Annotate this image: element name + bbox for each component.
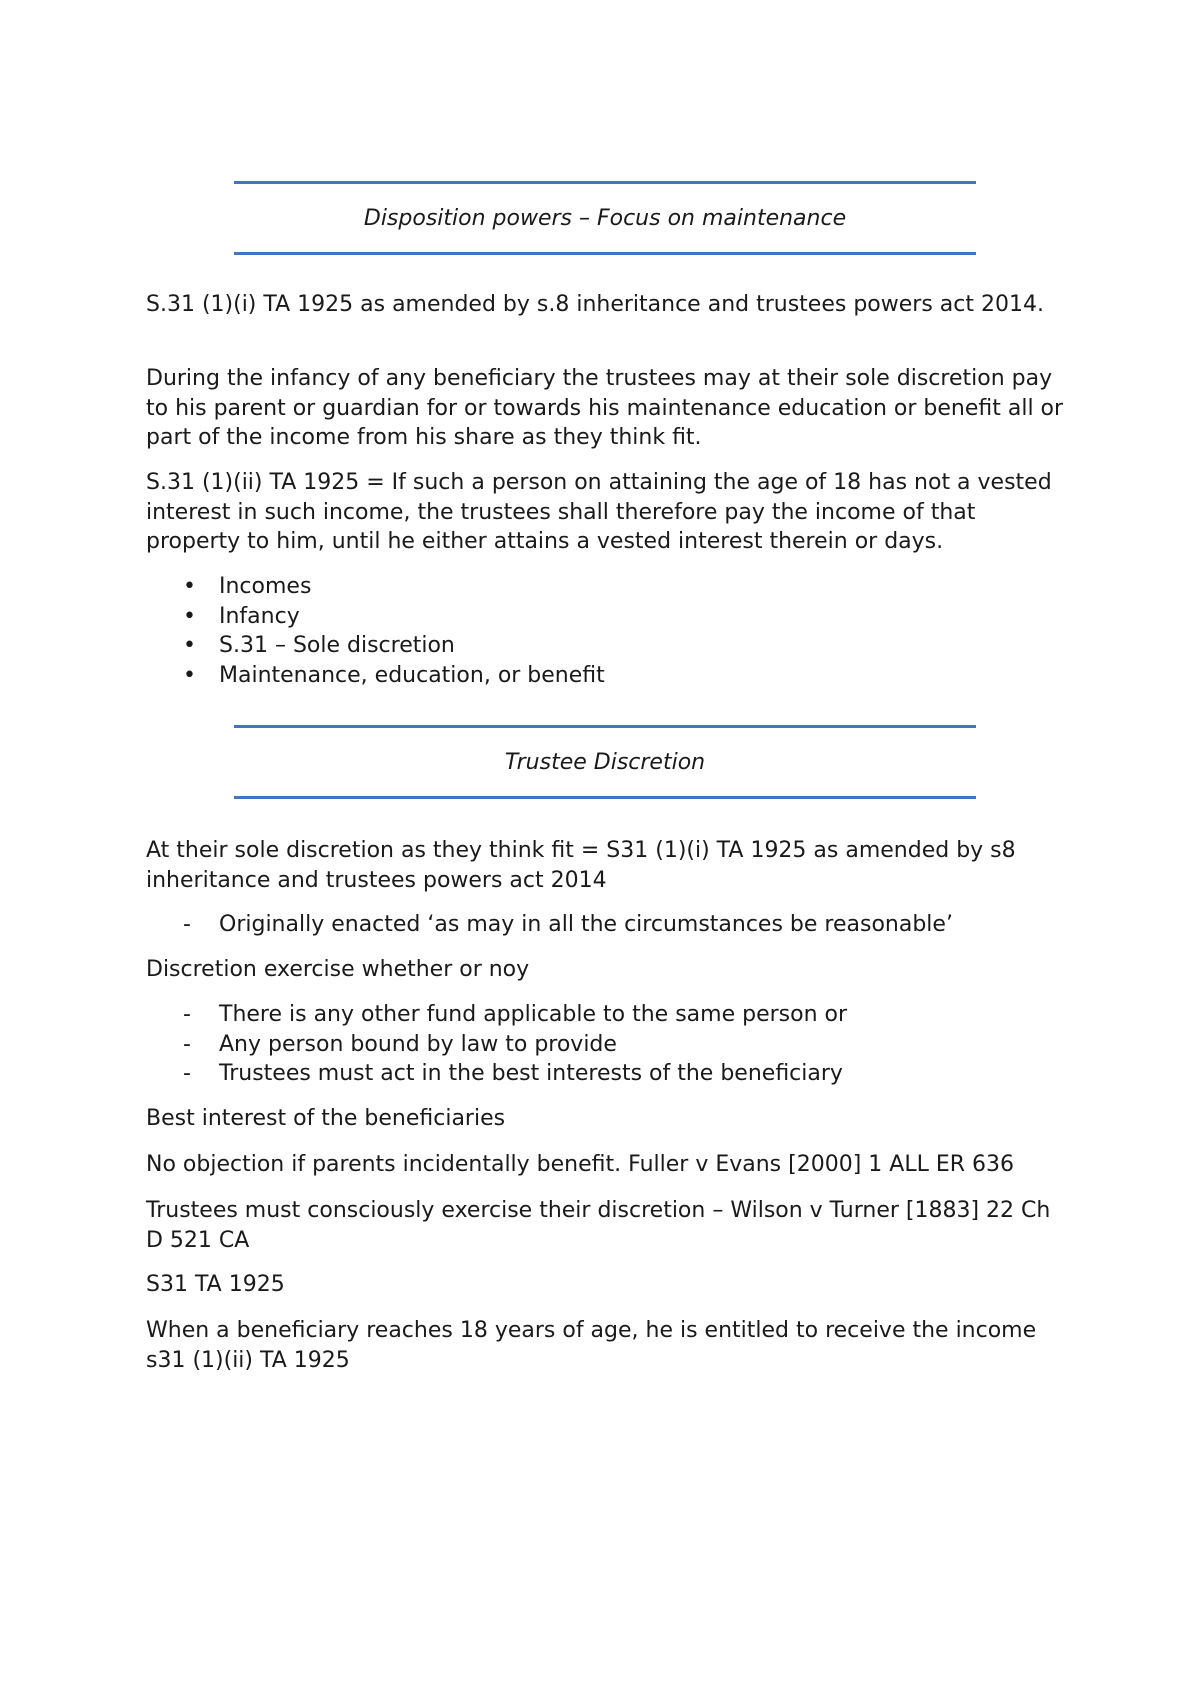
- dash-marker: -: [183, 1061, 191, 1086]
- list-item-text: Any person bound by law to provide: [219, 1031, 617, 1057]
- bullet-marker: •: [183, 574, 196, 599]
- bullet-marker: •: [183, 662, 196, 688]
- list-item-text: Trustees must act in the best interests of the beneficiary: [219, 1061, 843, 1086]
- paragraph-s31-ta-1925: S31 TA 1925: [146, 1272, 285, 1297]
- heading-trustee-discretion: Trustee Discretion: [504, 750, 706, 775]
- heading-block-trustee-discretion: [234, 725, 976, 799]
- bullet-list-keywords: [146, 572, 1066, 690]
- paragraph-fuller-v-evans: No objection if parents incidentally benefit. Fuller v Evans [2000] 1 ALL ER 636: [146, 1152, 1015, 1177]
- heading-top-rule: [234, 725, 976, 728]
- dash-marker: -: [183, 912, 191, 937]
- list-item: [146, 602, 1066, 632]
- heading-top-rule: [234, 181, 976, 184]
- heading-disposition-powers: Disposition powers – Focus on maintenance: [363, 206, 847, 231]
- bullet-marker: •: [183, 603, 196, 629]
- dash-marker: -: [183, 1002, 191, 1027]
- list-item: [146, 1059, 1066, 1089]
- dash-list-originally-enacted: [146, 910, 1066, 940]
- list-item-text: There is any other fund applicable to the same person or: [219, 1002, 848, 1027]
- dash-list-conditions: [146, 1000, 1066, 1089]
- bullet-marker: •: [183, 633, 196, 658]
- list-item: [146, 910, 1066, 940]
- heading-bottom-rule: [234, 252, 976, 255]
- paragraph-beneficiary-18: When a beneficiary reaches 18 years of age, he is entitled to receive the income s31 (1)(ii) TA 1925: [146, 1318, 1037, 1373]
- list-item: [146, 572, 1066, 602]
- heading-block-disposition: [234, 181, 976, 255]
- list-item: [146, 1030, 1066, 1060]
- list-item-text: Infancy: [219, 603, 300, 629]
- heading-bottom-rule: [234, 796, 976, 799]
- list-item: [146, 1000, 1066, 1030]
- paragraph-best-interest: Best interest of the beneficiaries: [146, 1106, 506, 1131]
- paragraph-sole-discretion: At their sole discretion as they think fit = S31 (1)(i) TA 1925 as amended by s8 inheritance and trustees powers act 2014: [146, 838, 1016, 893]
- list-item-text: Maintenance, education, or benefit: [219, 662, 605, 688]
- paragraph-infancy: During the infancy of any beneficiary the trustees may at their sole discretion pay to his parent or guardian for or towards his maintenance education or benefit all or part of the income from his share as they think fit.: [146, 366, 1064, 450]
- list-item-text: Incomes: [219, 574, 312, 599]
- paragraph-wilson-v-turner: Trustees must consciously exercise their discretion – Wilson v Turner [1883] 22 Ch D 521 CA: [146, 1198, 1051, 1253]
- dash-marker: -: [183, 1031, 191, 1057]
- paragraph-discretion-exercise: Discretion exercise whether or noy: [146, 957, 530, 982]
- paragraph-s31-ii: S.31 (1)(ii) TA 1925 = If such a person on attaining the age of 18 has not a vested interest in such income, the trustees shall therefore pay the income of that property to him, until he either attains a vested interest therein or days.: [146, 470, 1052, 554]
- list-item: [146, 661, 1066, 691]
- list-item: [146, 631, 1066, 661]
- paragraph-s31-amended: S.31 (1)(i) TA 1925 as amended by s.8 inheritance and trustees powers act 2014.: [146, 292, 1044, 317]
- list-item-text: S.31 – Sole discretion: [219, 633, 455, 658]
- list-item-text: Originally enacted ‘as may in all the circumstances be reasonable’: [219, 912, 953, 937]
